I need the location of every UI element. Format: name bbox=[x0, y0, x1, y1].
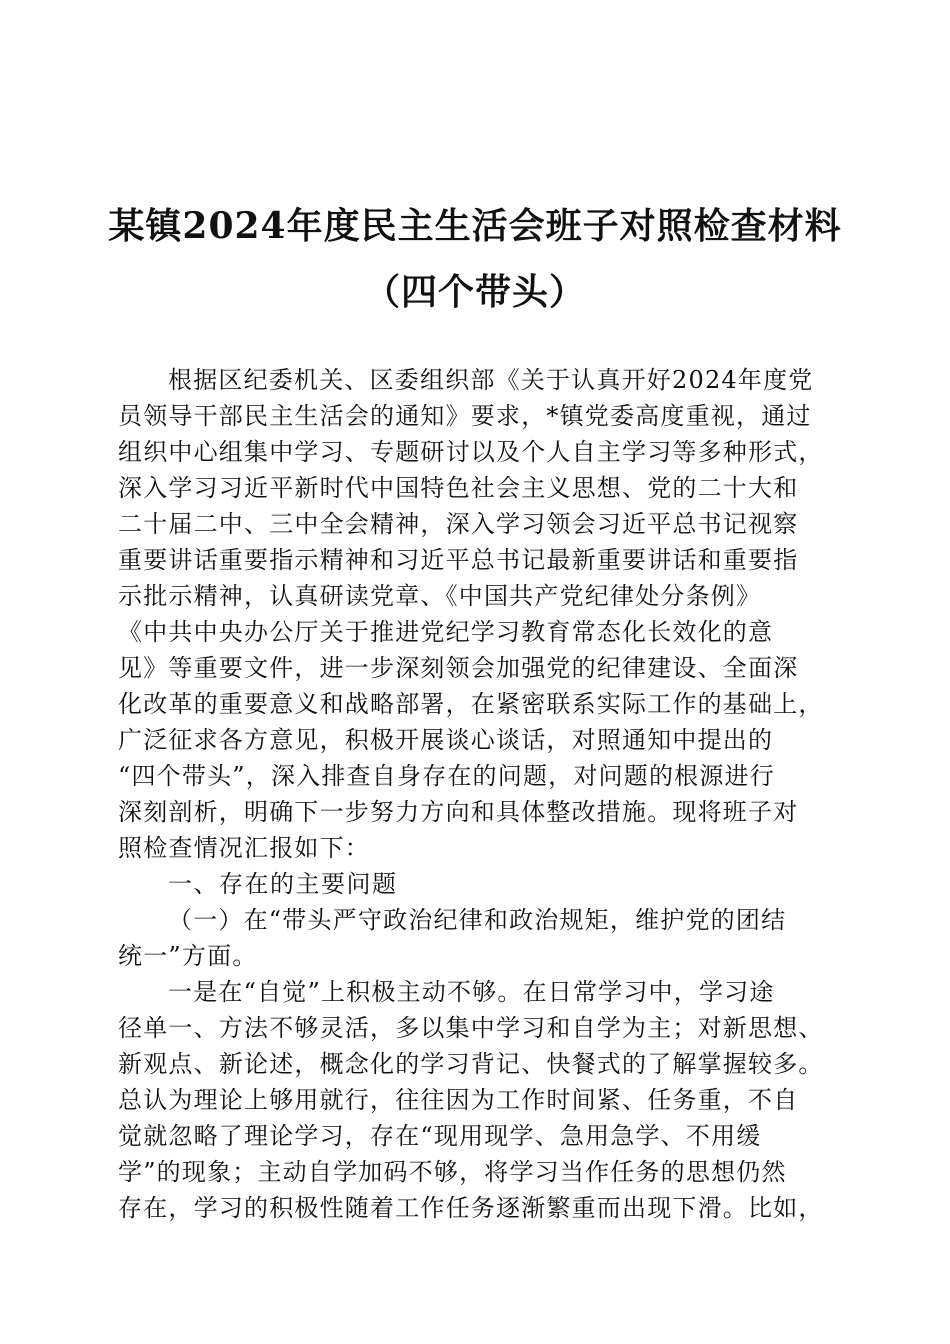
paragraph-line: 总认为理论上够用就行，往往因为工作时间紧、任务重，不自 bbox=[118, 1086, 799, 1114]
intro-paragraph bbox=[118, 362, 838, 866]
subsection-heading bbox=[118, 902, 838, 974]
paragraph-line: 觉就忽略了理论学习，存在“现用现学、急用急学、不用缓 bbox=[118, 1122, 762, 1150]
subsection-line: 统一”方面。 bbox=[118, 942, 258, 970]
paragraph-line: 深入学习习近平新时代中国特色社会主义思想、党的二十大和 bbox=[118, 474, 799, 502]
paragraph-line: 学”的现象；主动自学加码不够，将学习当作任务的思想仍然 bbox=[118, 1158, 787, 1186]
document-subtitle: （四个带头） bbox=[363, 271, 586, 313]
paragraph-line: 员领导干部民主生活会的通知》要求，*镇党委高度重视，通过 bbox=[118, 402, 812, 430]
paragraph-line: 重要讲话重要指示精神和习近平总书记最新重要讲话和重要指 bbox=[118, 546, 799, 574]
paragraph-line: 广泛征求各方意见，积极开展谈心谈话，对照通知中提出的 bbox=[118, 726, 774, 754]
paragraph-line: 深刻剖析，明确下一步努力方向和具体整改措施。现将班子对 bbox=[118, 798, 799, 826]
section-heading: 一、存在的主要问题 bbox=[168, 870, 398, 898]
paragraph-line: 《中共中央办公厅关于推进党纪学习教育常态化长效化的意 bbox=[118, 618, 774, 646]
paragraph-line: 存在，学习的积极性随着工作任务逐渐繁重而出现下滑。比如， bbox=[118, 1194, 824, 1222]
paragraph-line: 二十届二中、三中全会精神，深入学习领会习近平总书记视察 bbox=[118, 510, 799, 538]
paragraph-line: 示批示精神，认真研读党章、《中国共产党纪律处分条例》 bbox=[118, 582, 762, 610]
paragraph-line: 根据区纪委机关、区委组织部《关于认真开好2024年度党 bbox=[168, 366, 814, 394]
paragraph-line: 新观点、新论述，概念化的学习背记、快餐式的了解掌握较多。 bbox=[118, 1050, 824, 1078]
paragraph-line: 径单一、方法不够灵活，多以集中学习和自学为主；对新思想、 bbox=[118, 1014, 824, 1042]
paragraph-line: 一是在“自觉”上积极主动不够。在日常学习中，学习途 bbox=[168, 978, 775, 1006]
paragraph-line: 见》等重要文件，进一步深刻领会加强党的纪律建设、全面深 bbox=[118, 654, 799, 682]
document-title: 某镇2024年度民主生活会班子对照检查材料 bbox=[108, 205, 842, 247]
paragraph-line: 照检查情况汇报如下： bbox=[118, 834, 370, 862]
paragraph-line: “四个带头”，深入排查自身存在的问题，对问题的根源进行 bbox=[118, 762, 775, 790]
problem-paragraph bbox=[118, 974, 838, 1226]
paragraph-line: 化改革的重要意义和战略部署，在紧密联系实际工作的基础上， bbox=[118, 690, 824, 718]
subsection-line: （一）在“带头严守政治纪律和政治规矩，维护党的团结 bbox=[168, 906, 787, 934]
document-body bbox=[118, 362, 838, 1226]
paragraph-line: 组织中心组集中学习、专题研讨以及个人自主学习等多种形式， bbox=[118, 438, 824, 466]
